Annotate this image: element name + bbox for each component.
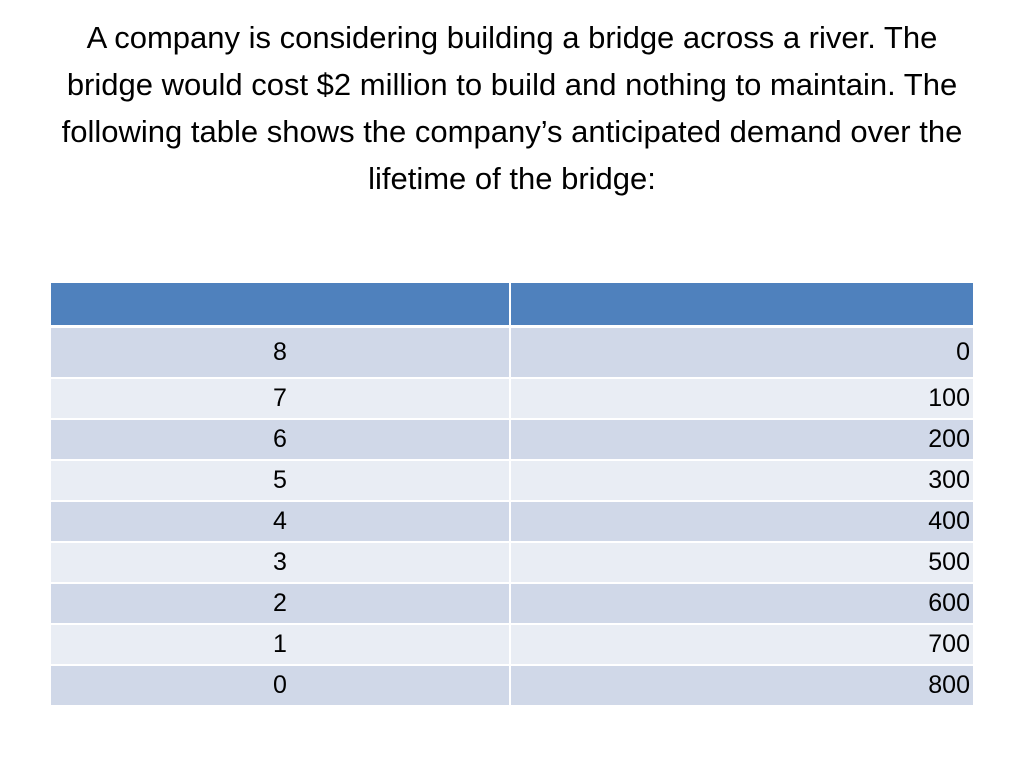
- table-cell: 500: [510, 542, 973, 583]
- table-cell: 200: [510, 419, 973, 460]
- table-row: [51, 583, 973, 624]
- table-row: [51, 419, 973, 460]
- table-cell: 1: [51, 624, 510, 665]
- header-cell-2: [510, 283, 973, 327]
- table-cell: 700: [510, 624, 973, 665]
- table-cell: 0: [510, 327, 973, 379]
- table-row: [51, 327, 973, 379]
- table-row: [51, 542, 973, 583]
- table-cell: 800: [510, 665, 973, 706]
- table-cell: 100: [510, 378, 973, 419]
- table-cell: 7: [51, 378, 510, 419]
- table-cell: 400: [510, 501, 973, 542]
- table-cell: 4: [51, 501, 510, 542]
- demand-table: [51, 283, 973, 707]
- table-row: [51, 624, 973, 665]
- table-row: [51, 665, 973, 706]
- table-cell: 6: [51, 419, 510, 460]
- slide-title: A company is considering building a bridge across a river. The bridge would cost $2 million to build and nothing to maintain. The following table shows the company’s anticipated demand over the lifetime of the bridge:: [61, 20, 963, 196]
- table-cell: 3: [51, 542, 510, 583]
- table-row: [51, 460, 973, 501]
- table-row: [51, 378, 973, 419]
- header-cell-1: [51, 283, 510, 327]
- table-cell: 8: [51, 327, 510, 379]
- table-cell: 600: [510, 583, 973, 624]
- table-row: [51, 501, 973, 542]
- table-header-row: [51, 283, 973, 327]
- table-cell: 300: [510, 460, 973, 501]
- table-cell: 2: [51, 583, 510, 624]
- table-cell: 0: [51, 665, 510, 706]
- table-cell: 5: [51, 460, 510, 501]
